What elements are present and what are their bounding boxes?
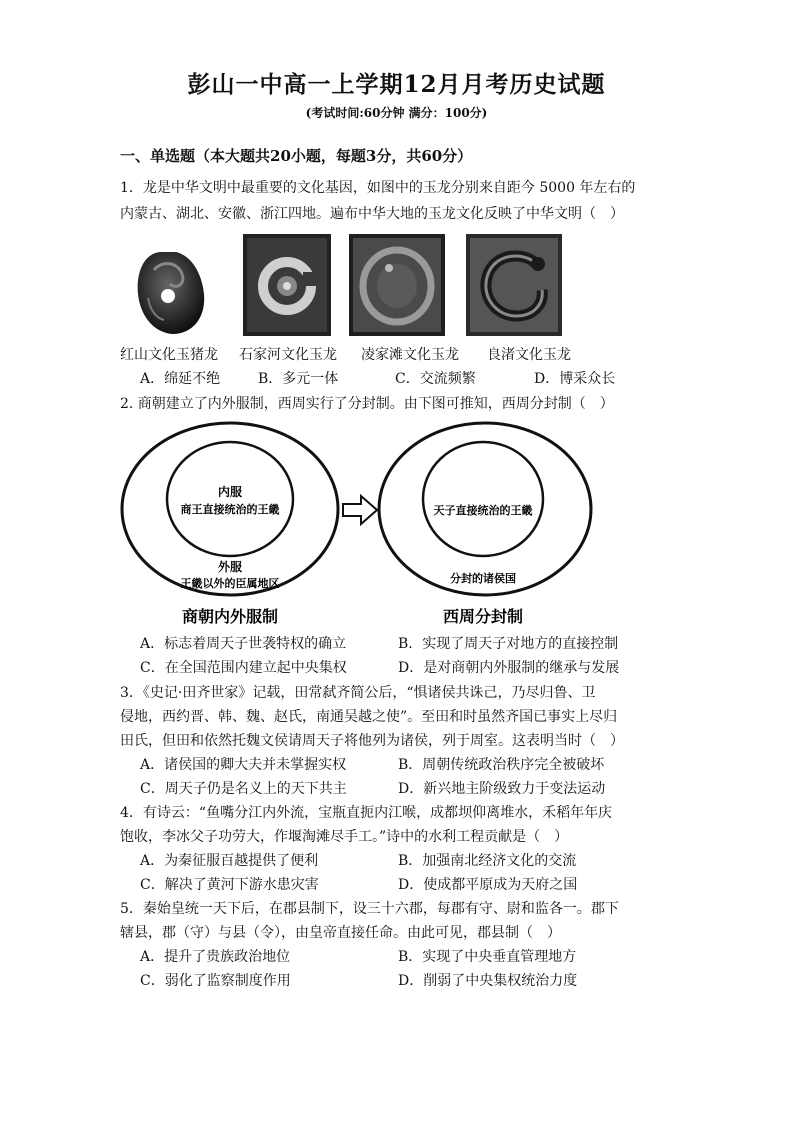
- q3-stem-line3: 田氏，但田和依然托魏文侯请周天子将他列为诸侯，列于周室。这表明当时（ ）: [120, 733, 624, 749]
- zhou-outer-text: 分封的诸侯国: [450, 572, 516, 585]
- q5-stem-line1: 5．秦始皇统一天下后，在郡县制下，设三十六郡，每郡有守、尉和监各一。郡下: [120, 901, 619, 917]
- shang-inner-text: 商王直接统治的王畿: [180, 503, 280, 516]
- lingjiatan-jade-dragon-image: [349, 234, 445, 340]
- q1-stem-line1: 1．龙是中华文明中最重要的文化基因，如图中的玉龙分别来自距今 5000 年左右的: [120, 180, 636, 196]
- q1-option-d: D．博采众长: [534, 371, 616, 387]
- shang-inner-title: 内服: [217, 485, 243, 499]
- q4-option-b: B．加强南北经济文化的交流: [398, 853, 577, 869]
- q3-stem-line2: 侵地，西约晋、韩、魏、赵氏，南通吴越之使”。至田和时虽然齐国已事实上尽归: [120, 709, 618, 725]
- q4-option-c: C．解决了黄河下游水患灾害: [140, 877, 319, 893]
- shijiahe-jade-dragon-image: [243, 234, 331, 340]
- shang-inner-circle: [167, 442, 293, 556]
- q2-option-b: B．实现了周天子对地方的直接控制: [398, 636, 619, 652]
- q2-option-c: C．在全国范围内建立起中央集权: [140, 660, 347, 676]
- q4-option-d: D．使成都平原成为天府之国: [398, 877, 578, 893]
- caption-liangzhu: 良渚文化玉龙: [487, 347, 571, 363]
- shang-outer-text: 王畿以外的臣属地区: [180, 577, 280, 590]
- arrow-icon: [343, 496, 377, 524]
- q4-stem-line2: 饱收，李冰父子功劳大，作堰淘滩尽手工。”诗中的水利工程贡献是（ ）: [120, 829, 569, 845]
- q1-option-b: B．多元一体: [258, 371, 339, 387]
- zhou-inner-circle: [423, 442, 543, 556]
- shang-caption: 商朝内外服制: [181, 607, 279, 626]
- caption-hongshan: 红山文化玉猪龙: [120, 347, 218, 363]
- q1-option-c: C．交流频繁: [395, 371, 476, 387]
- section-heading: 一、单选题（本大题共20小题，每题3分，共60分）: [120, 147, 473, 165]
- caption-lingjiatan: 凌家滩文化玉龙: [361, 347, 459, 363]
- q5-option-a: A．提升了贵族政治地位: [140, 949, 291, 965]
- q5-option-b: B．实现了中央垂直管理地方: [398, 949, 577, 965]
- liangzhu-jade-dragon-image: [466, 234, 562, 340]
- hongshan-jade-pig-dragon-image: [132, 248, 210, 340]
- zhou-inner-text: 天子直接统治的王畿: [433, 504, 533, 517]
- q3-option-a: A．诸侯国的卿大夫并未掌握实权: [140, 757, 347, 773]
- exam-title: 彭山一中高一上学期12月月考历史试题: [187, 71, 606, 98]
- caption-shijiahe: 石家河文化玉龙: [239, 347, 337, 363]
- q2-stem-line1: 2. 商朝建立了内外服制，西周实行了分封制。由下图可推知，西周分封制（ ）: [120, 396, 614, 412]
- fengjian-diagram: [115, 416, 595, 632]
- q5-stem-line2: 辖县，郡（守）与县（令），由皇帝直接任命。由此可见，郡县制（ ）: [120, 925, 561, 941]
- shang-outer-title: 外服: [217, 560, 243, 574]
- q2-option-d: D．是对商朝内外服制的继承与发展: [398, 660, 620, 676]
- q3-option-c: C．周天子仍是名义上的天下共主: [140, 781, 347, 797]
- exam-subtitle: (考试时间:60分钟 满分：100分): [305, 106, 488, 120]
- q3-option-d: D．新兴地主阶级致力于变法运动: [398, 781, 606, 797]
- q4-stem-line1: 4．有诗云：“鱼嘴分江内外流，宝瓶直扼内江喉，成都坝仰离堆水，禾稻年年庆: [120, 805, 613, 821]
- q1-option-a: A．绵延不绝: [140, 371, 221, 387]
- q5-option-c: C．弱化了监察制度作用: [140, 973, 291, 989]
- zhou-caption: 西周分封制: [442, 607, 524, 626]
- q5-option-d: D．削弱了中央集权统治力度: [398, 973, 578, 989]
- q1-stem-line2: 内蒙古、湖北、安徽、浙江四地。遍布中华大地的玉龙文化反映了中华文明（ ）: [120, 206, 624, 222]
- q2-option-a: A．标志着周天子世袭特权的确立: [140, 636, 347, 652]
- q3-stem-line1: 3．《史记·田齐世家》记载，田常弑齐简公后，“惧诸侯共诛己，乃尽归鲁、卫: [120, 685, 596, 701]
- q4-option-a: A．为秦征服百越提供了便利: [140, 853, 319, 869]
- q3-option-b: B．周朝传统政治秩序完全被破坏: [398, 757, 605, 773]
